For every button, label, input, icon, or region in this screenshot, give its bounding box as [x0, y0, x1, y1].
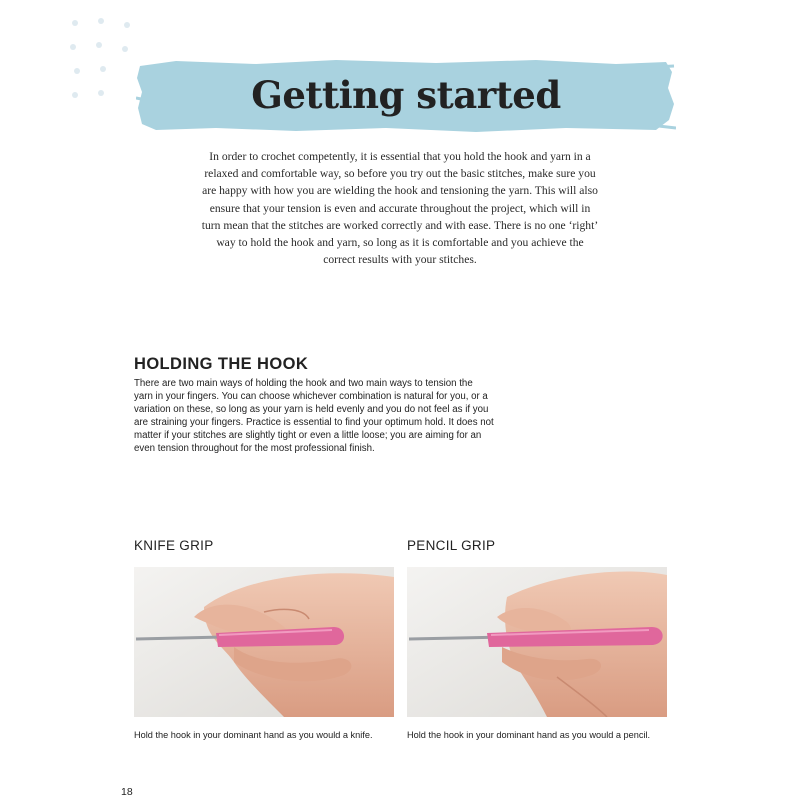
knife-grip-panel [134, 538, 394, 740]
knife-grip-caption: Hold the hook in your dominant hand as you would a knife. [134, 730, 373, 740]
knife-grip-photo [134, 567, 394, 717]
pencil-grip-photo [407, 567, 667, 717]
pencil-grip-panel [407, 538, 667, 740]
pencil-grip-heading: PENCIL GRIP [407, 538, 496, 553]
page-title: Getting started [251, 73, 561, 117]
section-body: There are two main ways of holding the hook and two main ways to tension the yarn in your fingers. You can choose whichever combination is natural for you, or a variation on these, so long as your yarn is held evenly and you do not feel as if you are straining your fingers. Practice is essential to find your optimum hold. It does not matter if your stitches are slightly tight or even a little loose; you are aiming for an even tension throughout for the most professional finish. [134, 378, 494, 454]
pencil-grip-caption: Hold the hook in your dominant hand as you would a pencil. [407, 730, 651, 740]
intro-paragraph: In order to crochet competently, it is essential that you hold the hook and yarn in a relaxed and comfortable way, so before you try out the basic stitches, make sure you are happy with how you are wielding the hook and tensioning the yarn. This will also ensure that your tension is even and accurate throughout the project, which will in turn mean that the stitches are worked correctly and with ease. There is no one ‘right’ way to hold the hook and yarn, so long as it is comfortable and you achieve the correct results with your stitches. [201, 150, 599, 267]
knife-grip-heading: KNIFE GRIP [134, 538, 214, 553]
page-number: 18 [121, 786, 133, 798]
section-heading: HOLDING THE HOOK [134, 355, 309, 373]
